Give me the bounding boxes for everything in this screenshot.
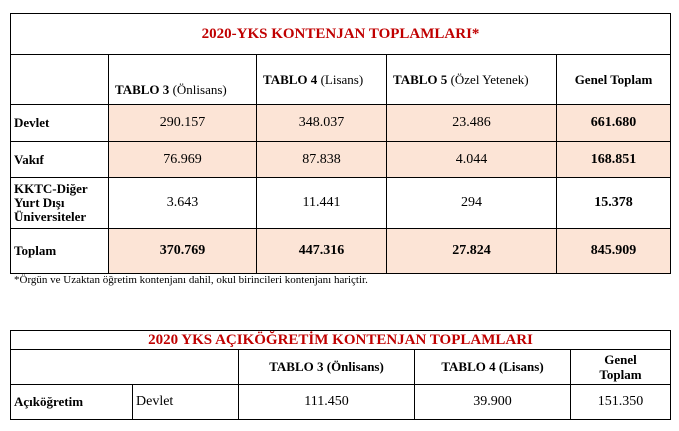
header-empty (11, 350, 239, 385)
cell-total: 151.350 (571, 385, 671, 420)
cell-total: 15.378 (557, 178, 671, 229)
header-tablo4: TABLO 4 (Lisans) (415, 350, 571, 385)
cell-value: 370.769 (109, 229, 257, 274)
header-genel-toplam: Genel Toplam (571, 350, 671, 385)
yks-kontenjan-table (10, 13, 671, 274)
row-label: Devlet (11, 105, 109, 142)
table-title: 2020 YKS AÇIKÖĞRETİM KONTENJAN TOPLAMLARI (11, 331, 671, 350)
cell-total: 845.909 (557, 229, 671, 274)
cell-total: 168.851 (557, 142, 671, 178)
row-sublabel: Devlet (133, 385, 239, 420)
cell-value: 39.900 (415, 385, 571, 420)
cell-value: 76.969 (109, 142, 257, 178)
cell-value: 447.316 (257, 229, 387, 274)
cell-value: 3.643 (109, 178, 257, 229)
cell-value: 23.486 (387, 105, 557, 142)
table-row (11, 105, 671, 142)
header-empty (11, 55, 109, 105)
acikogretim-kontenjan-table (10, 330, 671, 420)
table-row (11, 385, 671, 420)
row-label: Toplam (11, 229, 109, 274)
cell-value: 87.838 (257, 142, 387, 178)
header-row (11, 55, 671, 105)
header-tablo3: TABLO 3 (Önlisans) (109, 55, 257, 105)
cell-value: 294 (387, 178, 557, 229)
header-tablo5: TABLO 5 (Özel Yetenek) (387, 55, 557, 105)
cell-value: 111.450 (239, 385, 415, 420)
cell-value: 27.824 (387, 229, 557, 274)
row-label: KKTC-Diğer Yurt Dışı Üniversiteler (11, 178, 109, 229)
cell-value: 290.157 (109, 105, 257, 142)
table-title: 2020-YKS KONTENJAN TOPLAMLARI* (11, 14, 671, 55)
cell-value: 11.441 (257, 178, 387, 229)
footnote: *Örgün ve Uzaktan öğretim kontenjanı dahil, okul birincileri kontenjanı hariçtir. (14, 274, 368, 286)
cell-value: 4.044 (387, 142, 557, 178)
header-tablo3: TABLO 3 (Önlisans) (239, 350, 415, 385)
cell-total: 661.680 (557, 105, 671, 142)
header-row (11, 350, 671, 385)
table-row (11, 142, 671, 178)
header-tablo4: TABLO 4 (Lisans) (257, 55, 387, 105)
table-row (11, 178, 671, 229)
row-label: Vakıf (11, 142, 109, 178)
cell-value: 348.037 (257, 105, 387, 142)
header-genel-toplam: Genel Toplam (557, 55, 671, 105)
row-label: Açıköğretim (11, 385, 133, 420)
table-row (11, 229, 671, 274)
